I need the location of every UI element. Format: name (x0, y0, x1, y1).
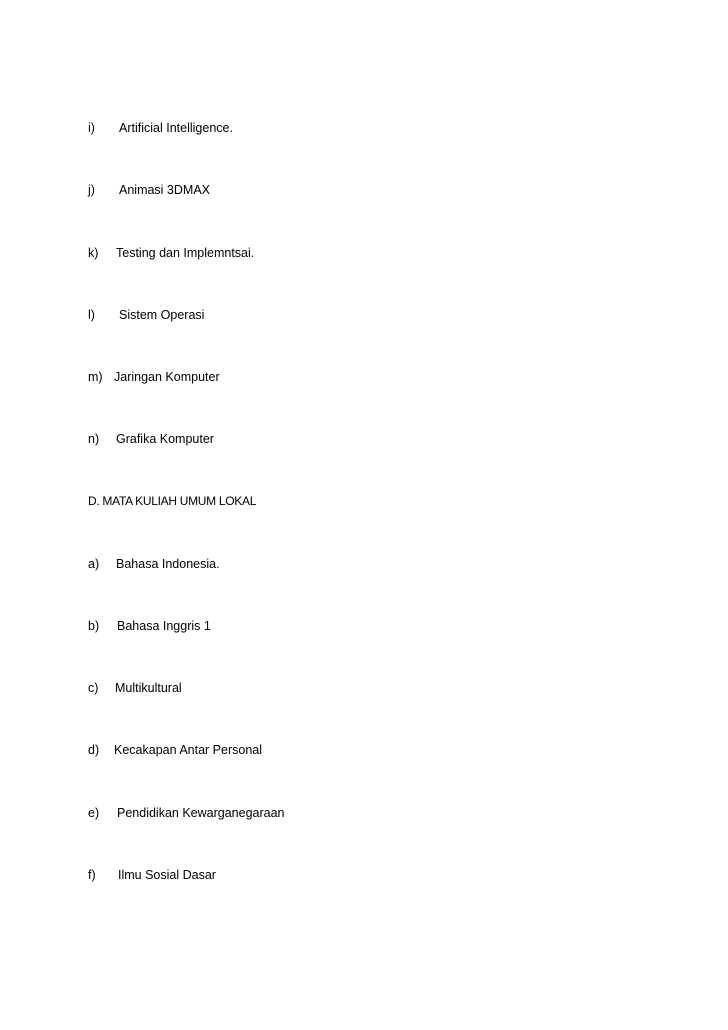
list-item-text: Animasi 3DMAX (119, 183, 210, 197)
list-marker: n) (88, 432, 100, 446)
list-marker: a) (88, 557, 100, 571)
list-marker: c) (88, 681, 99, 695)
list-item (88, 368, 220, 386)
list-marker: i) (88, 121, 95, 135)
list-marker: k) (88, 246, 99, 260)
list-item (88, 430, 214, 448)
list-marker: e) (88, 806, 100, 820)
list-item (88, 679, 182, 697)
list-item-text: Bahasa Indonesia. (116, 557, 220, 571)
list-item-text: Multikultural (115, 681, 182, 695)
list-item-text: Kecakapan Antar Personal (114, 743, 263, 757)
list-marker: l) (88, 308, 95, 322)
list-item (88, 617, 211, 635)
list-item (88, 866, 216, 884)
list-marker: b) (88, 619, 100, 633)
list-item (88, 804, 285, 822)
list-item-text: Jaringan Komputer (114, 370, 220, 384)
list-item (88, 244, 254, 262)
list-marker: d) (88, 743, 100, 757)
list-item-text: Testing dan Implemntsai. (116, 246, 255, 260)
list-item (88, 181, 210, 199)
list-item-text: Sistem Operasi (119, 308, 205, 322)
list-item-text: Ilmu Sosial Dasar (118, 868, 216, 882)
list-item-text: Artificial Intelligence. (119, 121, 233, 135)
list-marker: j) (88, 183, 95, 197)
list-item (88, 119, 233, 137)
list-item (88, 306, 204, 324)
list-item-text: Bahasa Inggris 1 (117, 619, 211, 633)
list-marker: f) (88, 868, 96, 882)
list-marker: m) (88, 370, 103, 384)
list-item-text: Grafika Komputer (116, 432, 214, 446)
list-item-text: Pendidikan Kewarganegaraan (117, 806, 285, 820)
list-item (88, 555, 220, 573)
section-heading: D. MATA KULIAH UMUM LOKAL (88, 494, 257, 508)
list-item (88, 741, 262, 759)
